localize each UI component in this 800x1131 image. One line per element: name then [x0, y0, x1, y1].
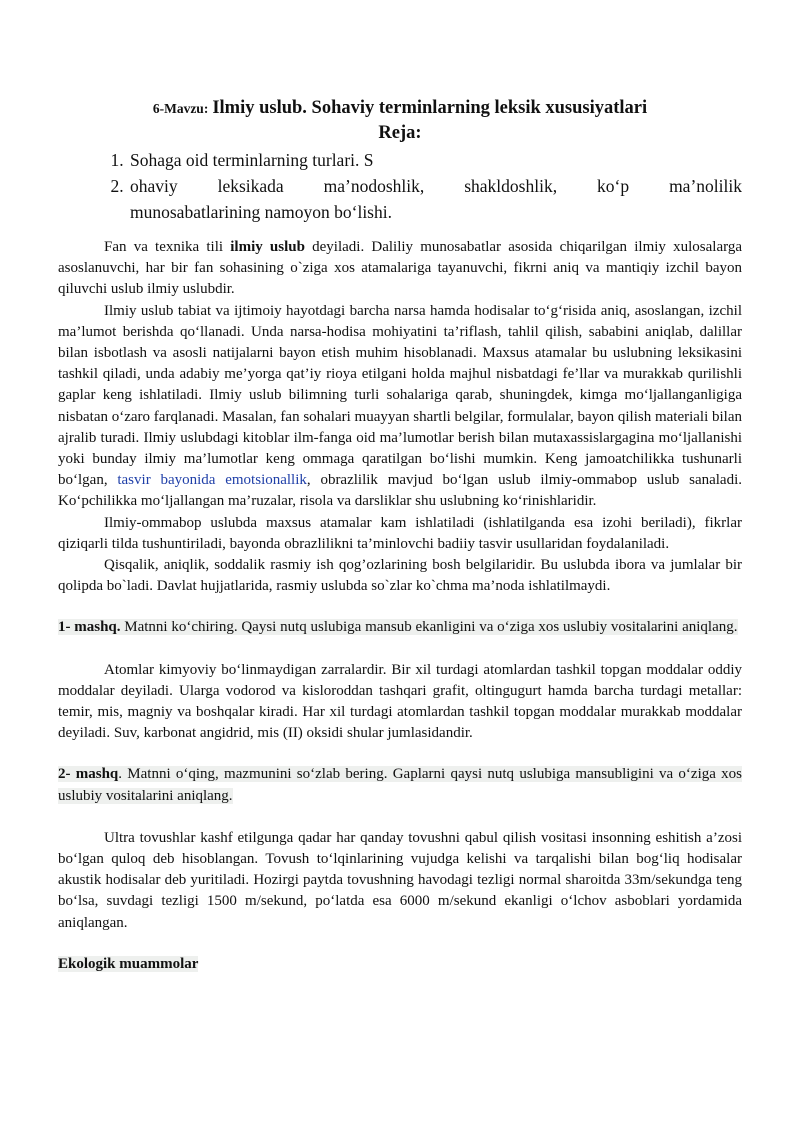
- plan-word: ko‘p: [597, 176, 630, 196]
- plan-word: shakldoshlik,: [464, 176, 558, 196]
- plan-item-1: [128, 147, 742, 173]
- plan-list: [58, 147, 742, 225]
- paragraph-2-start: Ilmiy uslub tabiat va ijtimoiy hayotdagi barcha narsa hamda hodisalar to‘g‘risida aniq, asoslangan, izchil ma’lumot berishda qo‘llanadi. Unda narsa-hodisa mohiyatini ta’riflash, tahlil qilish, sababini aniqlab, dalillar bilan isbotlash va asosli natijalarni bayon etish muhim hisoblanadi. Maxsus atamalar bu uslubning leksikasini tashkil qiladi, unda adabiy me’yorga qat’iy rioya etilgani holda majhul nisbatdagi fe’llar va murakkab qurilishli gaplar keng ishlatiladi. Ilmiy uslub bilimning turli sohalariga qarab, shuningdek, kimga mo‘ljallanganligiga nisbatan o‘zaro farqlanadi. Masalan, fan sohalari muayyan shartli belgilar, formulalar, bayon qilish materiali bilan ajralib turadi. Ilmiy uslubdagi kitoblar ilm-fanga oid ma’lumotlar berish bilan mutaxassislargagina mo‘ljallanishi yoki bunday ilmiy ma’lumotlar keng ommaga qaratilgan bo‘lishi mumkin. Keng jamoatchilikka tushunarli bo‘lgan,: [58, 302, 742, 489]
- plan-heading: Reja:: [378, 123, 422, 143]
- paragraph-1-end: deyiladi. Daliliy munosabatlar asosida chiqarilgan ilmiy xulosalarga asoslanuvchi, har bir fan sohasining o`ziga xos atamalariga tayanuvchi, fikrni aniq va mantiqiy izchil bayon qiluvchi uslub ilmiy uslubdir.: [58, 239, 742, 298]
- plan-word: 2. ohaviy: [130, 176, 178, 196]
- exercise-1: [58, 617, 742, 638]
- exercise-1-text: Matnni ko‘chiring. Qaysi nutq uslubiga mansub ekanligini va o‘ziga xos uslubiy vositalarini aniqlang.: [120, 619, 738, 636]
- paragraph-4: Qisqalik, aniqlik, soddalik rasmiy ish qog’ozlarining bosh belgilaridir. Bu uslubda ibora va jumlalar bir qolipda bo`ladi. Davlat hujjatlarida, rasmiy uslubda so`zlar ko`chma ma’noda ishlatilmaydi.: [58, 557, 742, 595]
- document-page: [58, 96, 742, 975]
- section-heading: [58, 954, 742, 975]
- section-heading-text: Ekologik muammolar: [58, 955, 199, 972]
- plan-item-2-first-line: [130, 173, 742, 199]
- exercise-2-text: . Matnni o‘qing, mazmunini so‘zlab bering. Gaplarni qaysi nutq uslubiga mansubligini va o‘ziga xos uslubiy vositalarini aniqlang.: [58, 766, 742, 804]
- paragraph-2: [58, 301, 742, 513]
- topic-number: 6-Mavzu:: [152, 101, 209, 116]
- paragraph-3: Ilmiy-ommabop uslubda maxsus atamalar kam ishlatiladi (ishlatilganda esa izohi beriladi), fikrlar qiziqarli tilda tushuntiriladi, bayonda obrazlilikni ta’minlovchi badiiy tasvir usullaridan foydalaniladi.: [58, 514, 742, 552]
- topic-title: Ilmiy uslub. Sohaviy terminlarning leksik xususiyatlari: [212, 98, 648, 118]
- plan-item-2: [128, 173, 742, 225]
- term-ilmiy-uslub: ilmiy uslub: [230, 239, 305, 255]
- paragraph-1-start: Fan va texnika tili: [104, 239, 231, 255]
- exercise-2-label: 2- mashq: [58, 766, 119, 783]
- paragraph-2-link[interactable]: tasvir bayonida emotsionallik: [117, 472, 307, 489]
- plan-item-2-continuation: munosabatlarining namoyon bo‘lishi.: [130, 202, 392, 222]
- paragraph-2-end: , obrazlilik mavjud bo‘lgan uslub ilmiy-ommabop uslub sanaladi. Ko‘pchilikka mo‘ljallangan ma’ruzalar, risola va darsliklar shu uslubning ko‘rinishlaridir.: [58, 472, 743, 510]
- exercise-1-label: 1- mashq.: [58, 619, 121, 636]
- topic-heading: [58, 96, 742, 121]
- exercise-2-text-body: Ultra tovushlar kashf etilgunga qadar har qanday tovushni qabul qilish vositasi insonning eshitish a’zosi bo‘lgan quloq deb hisoblangan. Tovush to‘lqinlarining vujudga kelishi va tarqalishi bilan bog‘liq hodisalar akustik hodisalar deb yuritiladi. Hozirgi paytda tovushning havodagi tezligi normal sharoitda 33m/sekundga teng bo‘lsa, suvdagi tezligi 1500 m/sekund, po‘latda esa 6000 m/sekund ekanligi o‘lchov asboblari yordamida aniqlangan.: [58, 829, 742, 931]
- plan-word: ma’nodoshlik,: [323, 176, 425, 196]
- exercise-1-text-body: Atomlar kimyoviy bo‘linmaydigan zarralardir. Bir xil turdagi atomlardan tashkil topgan moddalar oddiy moddalar deyiladi. Ularga vodorod va kisloroddan tashqari grafit, oltingugurt hamda barcha turdagi metallar: temir, mis, magniy va boshqalar kiradi. Har xil turdagi atomlardan tashkil topgan moddalar murakkab moddalar deyiladi. Suv, karbonat angidrid, mis (II) oksidi shular jumlasidandir.: [58, 661, 742, 742]
- plan-word: leksikada: [217, 176, 284, 196]
- exercise-2: [58, 764, 742, 806]
- plan-item-1-text: Sohaga oid terminlarning turlari. S: [130, 150, 374, 170]
- paragraph-1: [58, 237, 742, 301]
- plan-word: ma’nolilik: [669, 176, 742, 196]
